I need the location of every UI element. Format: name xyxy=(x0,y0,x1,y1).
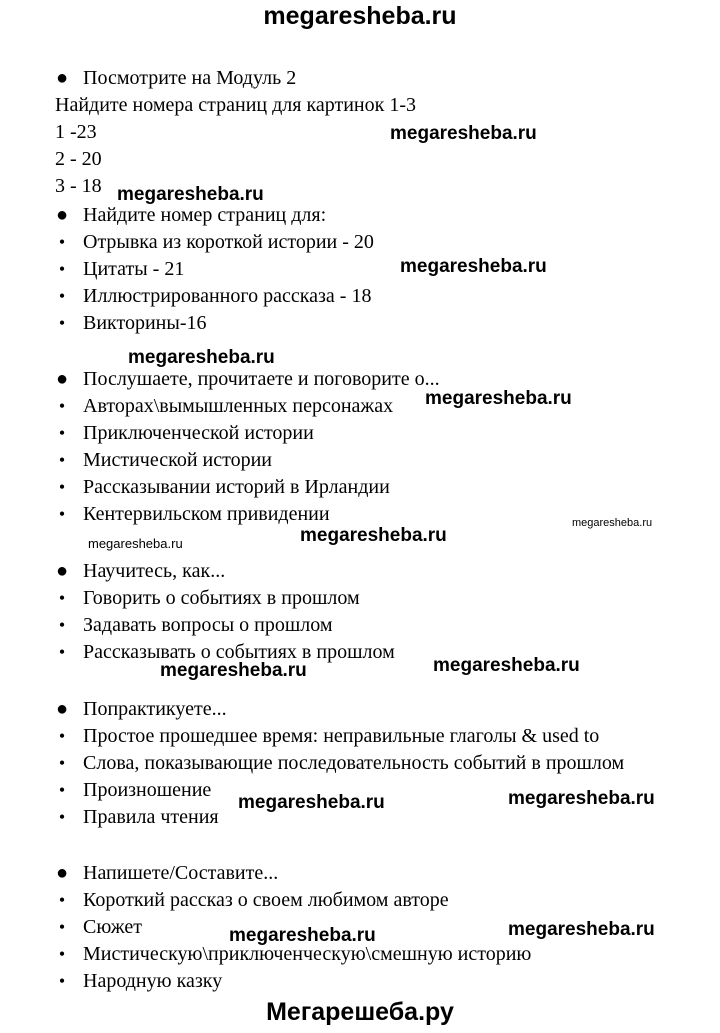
paragraph: 3 - 18 xyxy=(55,175,102,197)
site-footer: Мегарешеба.ру xyxy=(266,998,454,1026)
watermark: megaresheba.ru xyxy=(572,517,653,529)
watermark: megaresheba.ru xyxy=(425,388,572,409)
bullet-icon: • xyxy=(58,477,66,497)
bullet-icon: • xyxy=(58,615,66,635)
bullet-icon: • xyxy=(58,807,66,827)
watermark: megaresheba.ru xyxy=(390,123,537,144)
bullet-icon: ● xyxy=(55,368,69,390)
watermark: megaresheba.ru xyxy=(300,525,447,546)
watermark: megaresheba.ru xyxy=(88,536,183,551)
watermark: megaresheba.ru xyxy=(508,919,655,940)
watermark: megaresheba.ru xyxy=(229,925,376,946)
paragraph: 1 -23 xyxy=(55,121,97,143)
bullet-icon: • xyxy=(58,504,66,524)
bullet-icon: • xyxy=(58,944,66,964)
bullet-icon: • xyxy=(58,726,66,746)
bullet-icon: • xyxy=(58,971,66,991)
bullet-icon: • xyxy=(58,423,66,443)
bullet-icon: • xyxy=(58,890,66,910)
watermark: megaresheba.ru xyxy=(128,347,275,368)
site-header: megaresheba.ru xyxy=(263,2,457,30)
paragraph: 2 - 20 xyxy=(55,148,102,170)
watermark: megaresheba.ru xyxy=(160,660,307,681)
bullet-icon: ● xyxy=(55,698,69,720)
bullet-icon: ● xyxy=(55,67,69,89)
bullet-icon: • xyxy=(58,259,66,279)
bullet-icon: • xyxy=(58,917,66,937)
bullet-icon: • xyxy=(58,588,66,608)
bullet-icon: ● xyxy=(55,204,69,226)
bullet-icon: • xyxy=(58,232,66,252)
bullet-icon: • xyxy=(58,780,66,800)
paragraph: Найдите номера страниц для картинок 1-3 xyxy=(55,94,417,116)
watermark: megaresheba.ru xyxy=(238,792,385,813)
watermark: megaresheba.ru xyxy=(117,184,264,205)
bullet-icon: • xyxy=(58,313,66,333)
bullet-icon: ● xyxy=(55,862,69,884)
bullet-icon: • xyxy=(58,396,66,416)
bullet-icon: • xyxy=(58,753,66,773)
bullet-icon: • xyxy=(58,286,66,306)
bullet-icon: • xyxy=(58,450,66,470)
bullet-icon: • xyxy=(58,642,66,662)
watermark: megaresheba.ru xyxy=(400,256,547,277)
bullet-icon: ● xyxy=(55,560,69,582)
watermark: megaresheba.ru xyxy=(433,655,580,676)
watermark: megaresheba.ru xyxy=(508,788,655,809)
